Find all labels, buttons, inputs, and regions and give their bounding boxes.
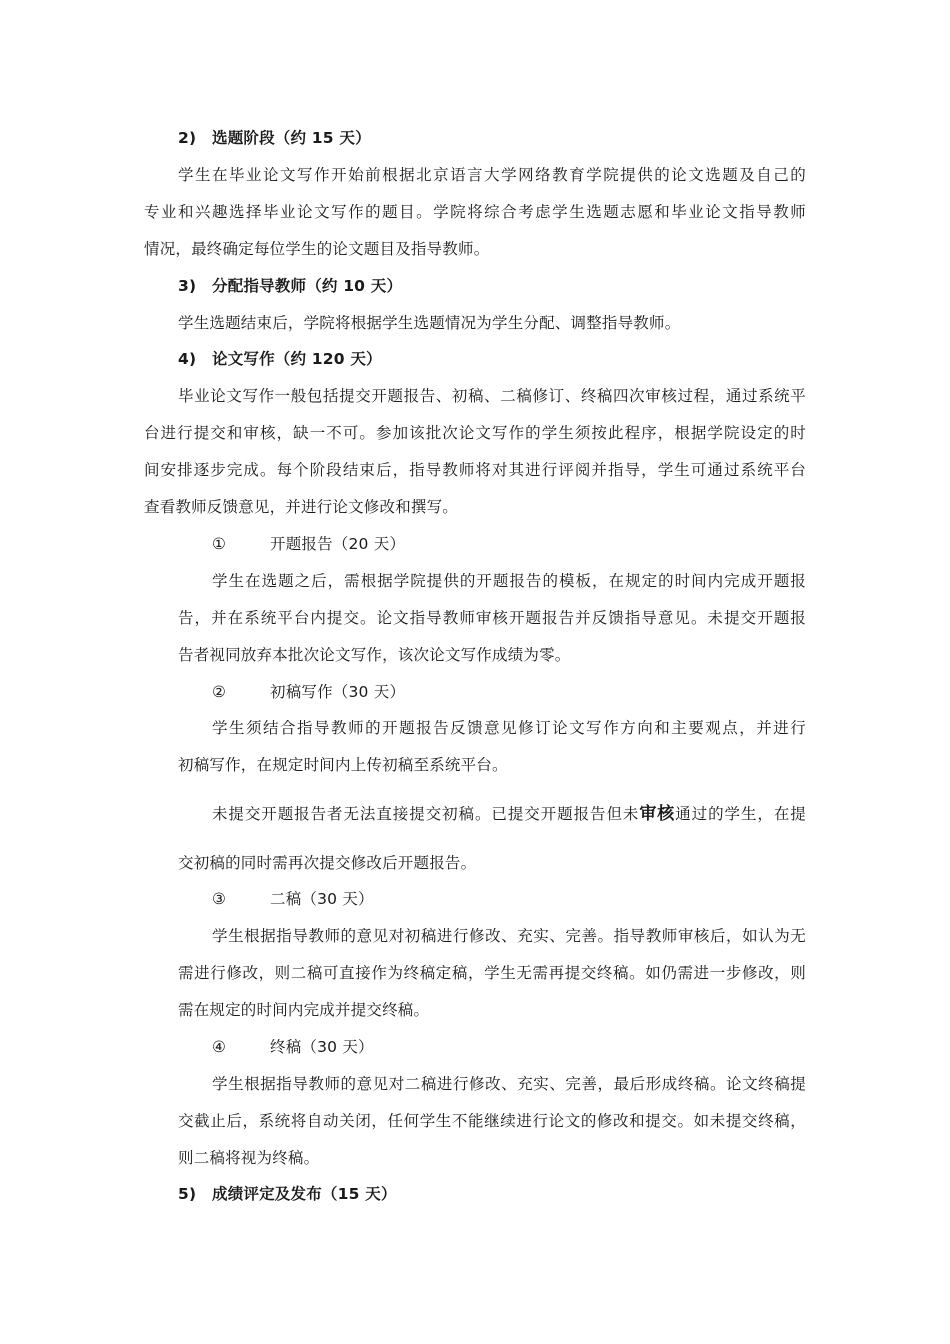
paragraph-line: 交截止后，系统将自动关闭，任何学生不能继续进行论文的修改和提交。如未提交终稿， (178, 1112, 806, 1130)
section-heading-4 (178, 349, 382, 369)
paragraph-line: 学生须结合指导教师的开题报告反馈意见修订论文写作方向和主要观点，并进行 (212, 719, 806, 737)
note-text-pre: 未提交开题报告者无法直接提交初稿。已提交开题报告但未 (212, 805, 640, 823)
subsection-title: 初稿写作（30 天） (270, 683, 406, 701)
circled-number: ④ (212, 1038, 227, 1056)
paragraph-line: 学生选题结束后，学院将根据学生选题情况为学生分配、调整指导教师。 (178, 314, 681, 332)
paragraph-line: 学生根据指导教师的意见对二稿进行修改、充实、完善，最后形成终稿。论文终稿提 (212, 1075, 806, 1093)
subsection-title: 二稿（30 天） (270, 890, 374, 908)
paragraph-line: 需在规定的时间内完成并提交终稿。 (178, 1001, 430, 1019)
note-text-post: 通过的学生，在提 (675, 805, 806, 823)
paragraph-line: 初稿写作，在规定时间内上传初稿至系统平台。 (178, 756, 508, 774)
subsection-title: 终稿（30 天） (270, 1038, 374, 1056)
section-heading-5 (178, 1184, 397, 1204)
section-number: 2) (178, 129, 197, 147)
circled-number: ① (212, 535, 227, 553)
subsection-heading-1 (212, 534, 405, 554)
circled-number: ③ (212, 890, 227, 908)
section-number: 3) (178, 277, 197, 295)
paragraph-line (212, 804, 806, 824)
paragraph-line: 告者视同放弃本批次论文写作，该次论文写作成绩为零。 (178, 646, 571, 664)
section-heading-2 (178, 128, 371, 148)
paragraph-line: 情况，最终确定每位学生的论文题目及指导教师。 (144, 240, 490, 258)
section-title: 成绩评定及发布（15 天） (212, 1185, 397, 1203)
section-number: 5) (178, 1185, 197, 1203)
paragraph-line: 台进行提交和审核，缺一不可。参加该批次论文写作的学生须按此程序，根据学院设定的时 (144, 424, 806, 442)
paragraph-line: 间安排逐步完成。每个阶段结束后，指导教师将对其进行评阅并指导，学生可通过系统平台 (144, 461, 806, 479)
paragraph-line: 毕业论文写作一般包括提交开题报告、初稿、二稿修订、终稿四次审核过程，通过系统平 (178, 387, 806, 405)
paragraph-line: 需进行修改，则二稿可直接作为终稿定稿，学生无需再提交终稿。如仍需进一步修改，则 (178, 964, 806, 982)
subsection-title: 开题报告（20 天） (270, 535, 406, 553)
subsection-heading-3 (212, 889, 374, 909)
paragraph-line: 交初稿的同时需再次提交修改后开题报告。 (178, 854, 477, 872)
section-title: 选题阶段（约 15 天） (212, 129, 371, 147)
circled-number: ② (212, 683, 227, 701)
paragraph-line: 专业和兴趣选择毕业论文写作的题目。学院将综合考虑学生选题志愿和毕业论文指导教师 (144, 203, 806, 221)
subsection-heading-2 (212, 682, 405, 702)
section-heading-3 (178, 276, 402, 296)
paragraph-line: 学生根据指导教师的意见对初稿进行修改、充实、完善。指导教师审核后，如认为无 (212, 927, 806, 945)
paragraph-line: 则二稿将视为终稿。 (178, 1149, 320, 1167)
paragraph-line: 查看教师反馈意见，并进行论文修改和撰写。 (144, 498, 459, 516)
paragraph-line: 告，并在系统平台内提交。论文指导教师审核开题报告并反馈指导意见。未提交开题报 (178, 609, 806, 627)
section-title: 分配指导教师（约 10 天） (212, 277, 403, 295)
paragraph-line: 学生在选题之后，需根据学院提供的开题报告的模板，在规定的时间内完成开题报 (212, 572, 806, 590)
paragraph-line: 学生在毕业论文写作开始前根据北京语言大学网络教育学院提供的论文选题及自己的 (178, 166, 806, 184)
section-title: 论文写作（约 120 天） (212, 350, 382, 368)
note-text-emphasis: 审核 (639, 804, 676, 824)
subsection-heading-4 (212, 1037, 374, 1057)
section-number: 4) (178, 350, 197, 368)
